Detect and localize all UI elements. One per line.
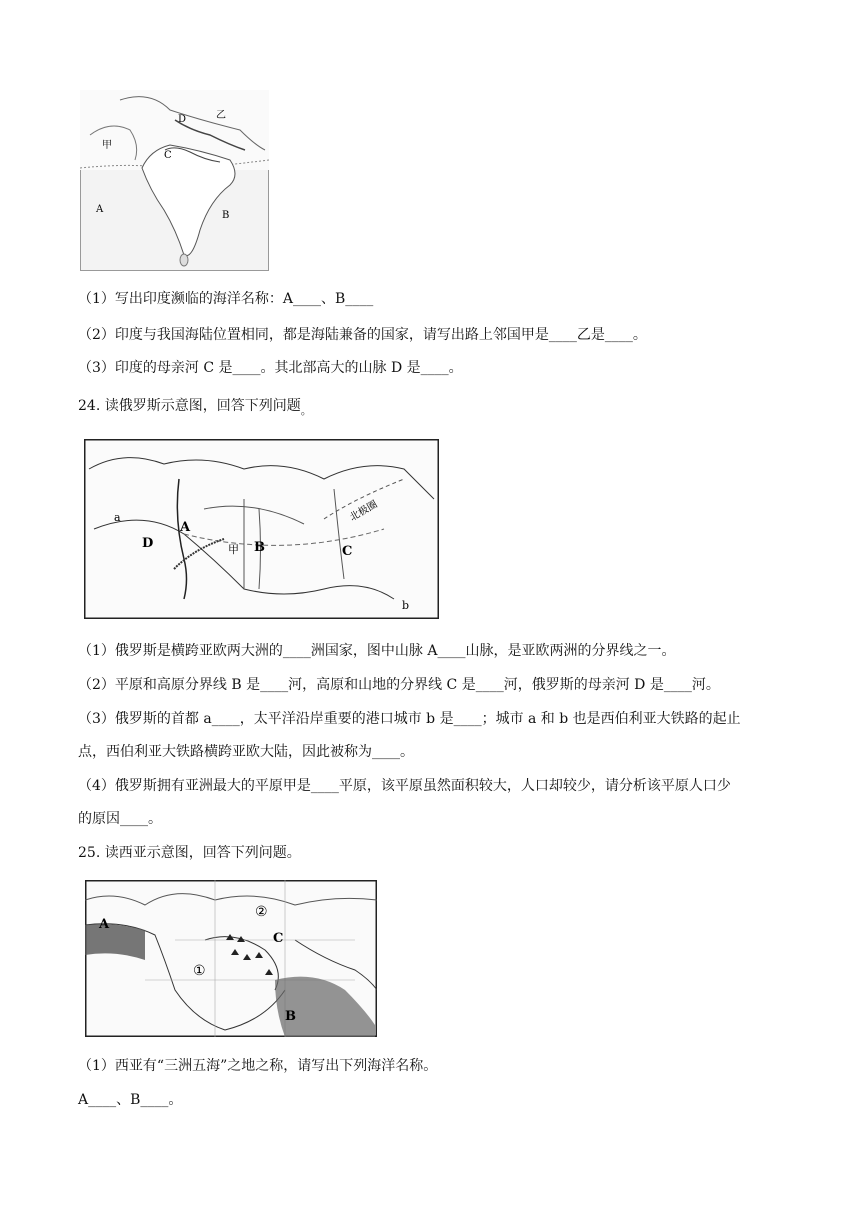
india-question-1: （1）写出印度濒临的海洋名称：A____、B____: [78, 291, 374, 307]
map-label-jia: 甲: [228, 543, 239, 556]
india-question-3: （3）印度的母亲河 C 是____。其北部高大的山脉 D 是____。: [78, 360, 463, 376]
russia-title-text: 24. 读俄罗斯示意图，回答下列问题: [78, 398, 301, 414]
map-label-A: A: [99, 917, 110, 932]
westasia-map: [85, 880, 377, 1037]
map-label-B: B: [254, 540, 265, 555]
westasia-question-1b: A____、B____。: [78, 1092, 183, 1108]
westasia-title: 25. 读西亚示意图，回答下列问题。: [78, 845, 301, 861]
russia-question-3a: （3）俄罗斯的首都 a____，太平洋沿岸重要的港口城市 b 是____；城市 a 和 b 也是西伯利亚大铁路的起止: [78, 711, 741, 727]
russia-question-3b: 点，西伯利亚大铁路横跨亚欧大陆，因此被称为____。: [78, 744, 414, 760]
map-label-C: C: [342, 544, 353, 559]
map-label-D: D: [178, 114, 187, 125]
russia-question-4b: 的原因____。: [78, 811, 162, 827]
map-label-yi: 乙: [216, 110, 226, 121]
russia-map: [84, 439, 439, 619]
russia-question-1: （1）俄罗斯是横跨亚欧两大洲的____洲国家，图中山脉 A____山脉，是亚欧两洲的分界线之一。: [78, 643, 676, 659]
russia-question-4a: （4）俄罗斯拥有亚洲最大的平原甲是____平原，该平原虽然面积较大，人口却较少，请分析该平原人口少: [78, 778, 731, 794]
map-label-jia: 甲: [102, 140, 112, 151]
russia-question-2: （2）平原和高原分界线 B 是____河，高原和山地的分界线 C 是____河，俄罗斯的母亲河 D 是____河。: [78, 677, 720, 693]
map-label-one: ①: [193, 963, 206, 979]
map-label-two: ②: [255, 904, 268, 920]
map-label-a: a: [114, 511, 121, 524]
map-label-b: b: [402, 599, 410, 612]
westasia-question-1: （1）西亚有“三洲五海”之地之称，请写出下列海洋名称。: [78, 1058, 438, 1074]
map-label-D: D: [142, 536, 154, 551]
map-label-B: B: [222, 210, 230, 221]
russia-title-end: 。: [300, 404, 312, 417]
india-question-2: （2）印度与我国海陆位置相同，都是海陆兼备的国家，请写出路上邻国甲是____乙是____。: [78, 327, 647, 343]
map-label-B: B: [285, 1009, 296, 1024]
russia-title: [78, 396, 312, 421]
map-label-arctic: 北极圈: [348, 499, 380, 524]
map-label-A: A: [180, 520, 191, 535]
map-label-C: C: [164, 150, 172, 161]
map-label-C: C: [273, 931, 284, 946]
india-map: [80, 90, 269, 271]
map-label-A: A: [96, 204, 104, 215]
